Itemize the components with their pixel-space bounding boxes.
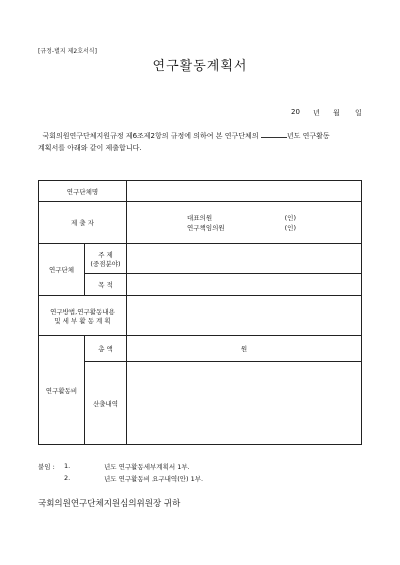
calc-label: 산출내역 bbox=[85, 362, 127, 445]
method-label-cell bbox=[39, 296, 127, 336]
representative-seal: (인) bbox=[284, 213, 296, 222]
topic-label-cell bbox=[85, 244, 127, 274]
topic-field[interactable] bbox=[127, 244, 362, 274]
attachment-1-text: 년도 연구활동세부계획서 1부. bbox=[104, 463, 190, 471]
topic-sub-label: (중점분야) bbox=[90, 259, 121, 268]
total-field[interactable] bbox=[127, 336, 362, 362]
form-reference: [규정-별지 제2호서식] bbox=[38, 48, 97, 55]
intro-text-1: 국회의원연구단체지원규정 제6조제2항의 규정에 의하여 본 연구단체의 bbox=[42, 132, 259, 140]
date-day-label: 일 bbox=[355, 109, 362, 117]
method-label-1: 연구방법,연구활동내용 bbox=[50, 307, 115, 316]
attachments-label: 붙임 : bbox=[38, 463, 55, 471]
total-label: 총 액 bbox=[85, 336, 127, 362]
page-title: 연구활동계획서 bbox=[152, 59, 248, 74]
purpose-label: 목 적 bbox=[85, 274, 127, 296]
representative-label: 대표의원 bbox=[187, 213, 213, 222]
purpose-field[interactable] bbox=[127, 274, 362, 296]
year-blank bbox=[261, 130, 287, 138]
researcher-line bbox=[127, 223, 361, 233]
activity-plan-table bbox=[38, 180, 362, 445]
submitter-label: 제 출 자 bbox=[39, 202, 127, 244]
topic-label: 주 제 bbox=[98, 250, 113, 259]
attachment-2-num: 2. bbox=[64, 474, 71, 482]
group-label: 연구단체 bbox=[39, 244, 85, 296]
date-month-label: 월 bbox=[333, 109, 340, 117]
date-year-label: 년 bbox=[313, 109, 320, 117]
intro-text-3: 계획서를 아래와 같이 제출합니다. bbox=[38, 144, 142, 152]
expense-label: 연구활동비 bbox=[39, 336, 85, 445]
attachment-2-text: 년도 연구활동비 요구내역(안) 1부. bbox=[104, 475, 204, 483]
currency-unit: 원 bbox=[240, 345, 248, 353]
group-name-field[interactable] bbox=[127, 181, 362, 202]
intro-paragraph bbox=[38, 130, 368, 154]
representative-line bbox=[127, 213, 361, 223]
method-field[interactable] bbox=[127, 296, 362, 336]
date-year-prefix: 20 bbox=[291, 108, 300, 116]
group-name-label: 연구단체명 bbox=[39, 181, 127, 202]
attachment-1-num: 1. bbox=[64, 462, 71, 470]
addressee: 국회의원연구단체지원심의위원장 귀하 bbox=[38, 499, 181, 509]
calc-field[interactable] bbox=[127, 362, 362, 445]
method-label-2: 및 세 부 활 동 계 획 bbox=[54, 316, 111, 325]
researcher-seal: (인) bbox=[284, 223, 296, 232]
intro-text-2: 년도 연구활동 bbox=[286, 132, 330, 140]
submitter-field[interactable] bbox=[127, 202, 362, 244]
researcher-label: 연구책임의원 bbox=[187, 223, 225, 232]
